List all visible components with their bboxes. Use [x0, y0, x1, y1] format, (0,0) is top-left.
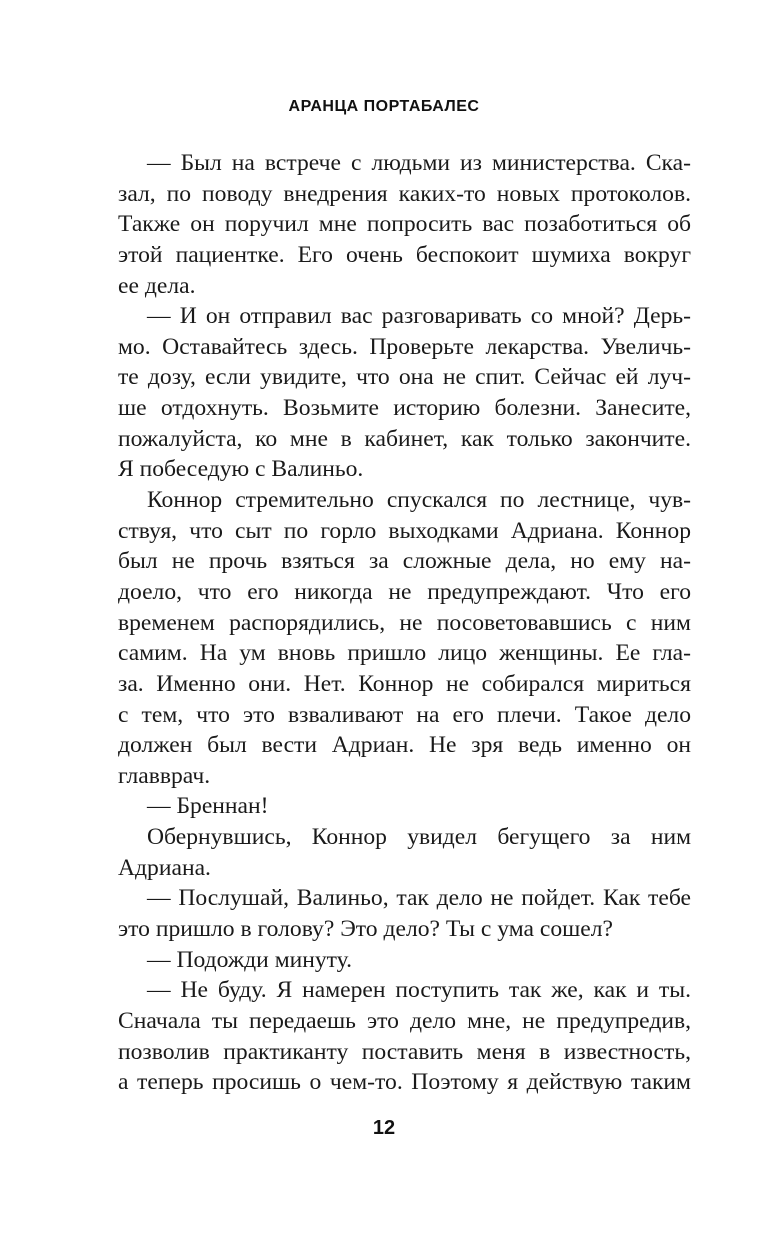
text-line: должен был вести Адриан. Не зря ведь именно он — [118, 732, 691, 759]
text-line: а теперь просишь о чем-то. Поэтому я действую таким — [118, 1069, 691, 1096]
text-line: Я побеседую с Валиньо. — [118, 456, 364, 483]
text-line: главврач. — [118, 762, 211, 789]
text-line: был не прочь взяться за сложные дела, но ему на- — [118, 548, 691, 575]
text-line: это пришло в голову? Это дело? Ты с ума сошел? — [118, 916, 614, 943]
page-number: 12 — [372, 1117, 396, 1139]
text-line: пожалуйста, ко мне в кабинет, как только закончите. — [118, 425, 691, 452]
text-line: — Подожди минуту. — [147, 946, 353, 973]
text-line: — Не буду. Я намерен поступить так же, как и ты. — [147, 977, 691, 1004]
text-line: Обернувшись, Коннор увидел бегущего за ним — [147, 824, 691, 851]
text-line: временем распорядились, не посоветовавшись с ним — [118, 609, 691, 636]
text-line: Адриана. — [118, 854, 211, 881]
text-line: Коннор стремительно спускался по лестнице, чув- — [147, 487, 691, 514]
text-line: Сначала ты передаешь это дело мне, не предупредив, — [118, 1007, 691, 1034]
text-line: этой пациентке. Его очень беспокоит шумиха вокруг — [118, 241, 691, 268]
text-line: самим. На ум вновь пришло лицо женщины. Ее гла- — [118, 640, 691, 667]
text-line: ее дела. — [118, 272, 196, 299]
text-line: — Бреннан! — [147, 793, 269, 820]
text-line: те дозу, если увидите, что она не спит. Сейчас ей луч- — [118, 364, 691, 391]
text-line: Также он поручил мне попросить вас позаботиться об — [118, 211, 691, 238]
text-line: — Послушай, Валиньо, так дело не пойдет. Как тебе — [147, 885, 691, 912]
text-line: с тем, что это взваливают на его плечи. Такое дело — [118, 701, 691, 728]
text-line: — Был на встрече с людьми из министерства. Ска- — [147, 150, 691, 176]
text-line: позволив практиканту поставить меня в известность, — [118, 1038, 691, 1065]
text-line: зал, по поводу внедрения каких-то новых протоколов. — [118, 180, 691, 207]
text-line: за. Именно они. Нет. Коннор не собирался мириться — [118, 670, 691, 697]
text-line: ше отдохнуть. Возьмите историю болезни. Занесите, — [118, 395, 691, 422]
text-line: — И он отправил вас разговаривать со мной? Дерь- — [147, 303, 691, 330]
text-line: мо. Оставайтесь здесь. Проверьте лекарства. Увеличь- — [118, 333, 691, 360]
text-line: доело, что его никогда не предупреждают. Что его — [118, 578, 691, 605]
text-line: ствуя, что сыт по горло выходками Адриана. Коннор — [118, 517, 691, 544]
running-header-author: АРАНЦА ПОРТАБАЛЕС — [288, 98, 480, 115]
body-text — [118, 148, 691, 1098]
